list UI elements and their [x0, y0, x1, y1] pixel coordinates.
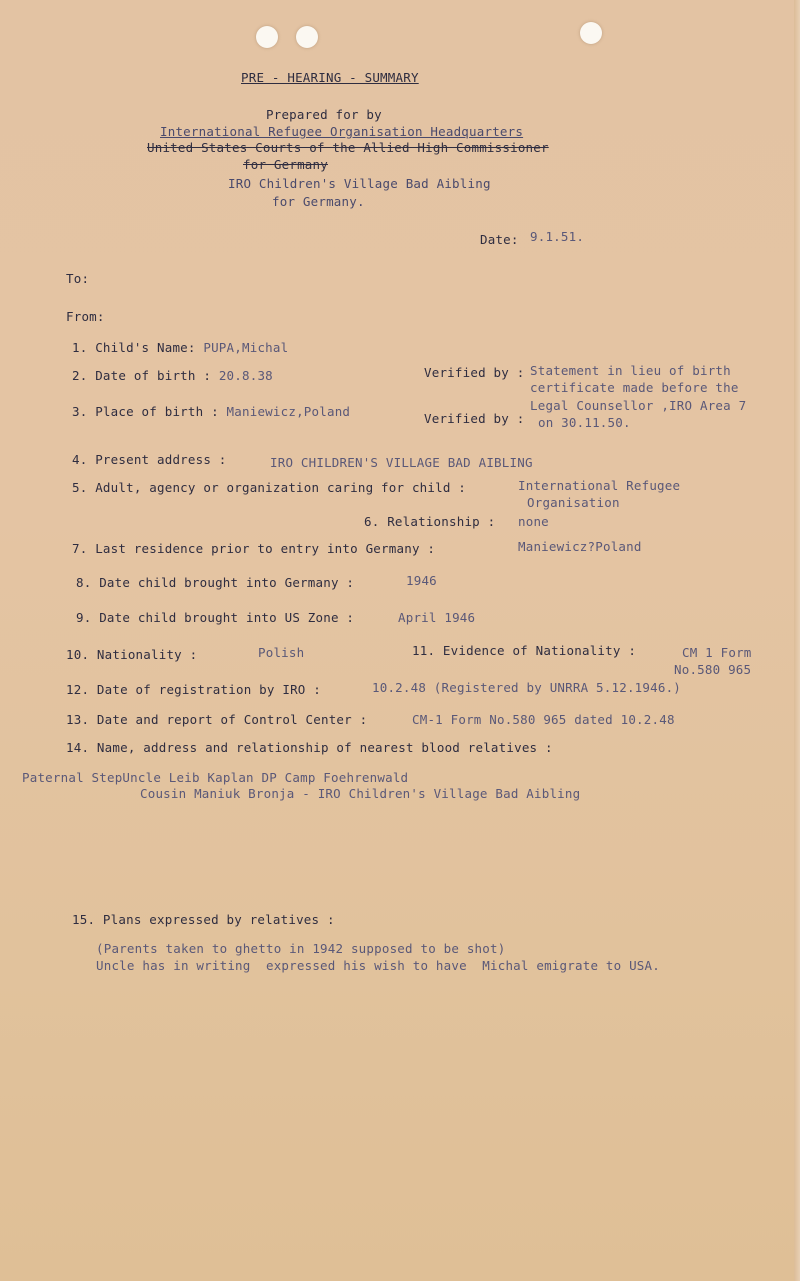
field-10: 10. Nationality :: [66, 647, 198, 662]
org-line-4: IRO Children's Village Bad Aibling: [228, 176, 491, 191]
document-title: PRE - HEARING - SUMMARY: [241, 70, 419, 85]
birthplace-value: Maniewicz,Poland: [226, 404, 351, 419]
field-1: 1. Child's Name: PUPA,Michal: [72, 340, 289, 355]
dob-value: 20.8.38: [218, 368, 273, 383]
org-line-3-struck: for Germany: [243, 157, 328, 172]
punch-hole-middle: [296, 26, 318, 48]
field-4: 4. Present address :: [72, 452, 227, 467]
date-into-us-zone-value: April 1946: [398, 610, 476, 625]
relative-1: Paternal StepUncle Leib Kaplan DP Camp Foehrenwald: [22, 770, 409, 785]
to-label: To:: [66, 271, 90, 286]
date-label: Date:: [480, 232, 519, 247]
field-13: 13. Date and report of Control Center :: [66, 712, 368, 727]
relationship-value: none: [518, 514, 549, 529]
caring-agency-value-2: Organisation: [527, 495, 620, 510]
field-5: 5. Adult, agency or organization caring for child :: [72, 480, 467, 495]
field-7: 7. Last residence prior to entry into Germany :: [72, 541, 436, 556]
org-line-1: International Refugee Organisation Headquarters: [160, 124, 524, 139]
field-14: 14. Name, address and relationship of nearest blood relatives :: [66, 740, 553, 755]
org-line-5: for Germany.: [272, 194, 365, 209]
field-2: 2. Date of birth : 20.8.38: [72, 368, 273, 383]
nationality-value: Polish: [258, 645, 305, 660]
date-value: 9.1.51.: [530, 229, 585, 244]
field-9: 9. Date child brought into US Zone :: [76, 610, 355, 625]
date-into-germany-value: 1946: [406, 573, 437, 588]
caring-agency-value: International Refugee: [518, 478, 681, 493]
verified-by-label-2: Verified by :: [424, 411, 525, 426]
from-label: From:: [66, 309, 105, 324]
prepared-for-by: Prepared for by: [266, 107, 382, 122]
registration-date-value: 10.2.48 (Registered by UNRRA 5.12.1946.): [372, 680, 682, 695]
punch-hole-right: [580, 22, 602, 44]
plans-line-2: Uncle has in writing expressed his wish to have Michal emigrate to USA.: [96, 958, 660, 973]
verified-by-text-4: on 30.11.50.: [538, 415, 631, 430]
plans-line-1: (Parents taken to ghetto in 1942 supposed to be shot): [96, 941, 506, 956]
field-3: 3. Place of birth : Maniewicz,Poland: [72, 404, 351, 419]
relative-2: Cousin Maniuk Bronja - IRO Children's Village Bad Aibling: [140, 786, 581, 801]
org-line-2-struck: United States Courts of the Allied High Commissioner: [147, 140, 549, 155]
field-15: 15. Plans expressed by relatives :: [72, 912, 335, 927]
verified-by-text-1: Statement in lieu of birth: [530, 363, 731, 378]
present-address-value: IRO CHILDREN'S VILLAGE BAD AIBLING: [270, 455, 533, 470]
last-residence-value: Maniewicz?Poland: [518, 539, 642, 554]
verified-by-label-1: Verified by :: [424, 365, 525, 380]
verified-by-text-3: Legal Counsellor ,IRO Area 7: [530, 398, 747, 413]
field-6: 6. Relationship :: [364, 514, 496, 529]
field-8: 8. Date child brought into Germany :: [76, 575, 355, 590]
verified-by-text-2: certificate made before the: [530, 380, 739, 395]
nationality-evidence-value: CM 1 Form: [682, 645, 752, 660]
paper-edge: [794, 0, 800, 1281]
child-name-value: PUPA,Michal: [203, 340, 289, 355]
field-11: 11. Evidence of Nationality :: [412, 643, 637, 658]
control-center-value: CM-1 Form No.580 965 dated 10.2.48: [412, 712, 675, 727]
punch-hole-left: [256, 26, 278, 48]
nationality-evidence-value-2: No.580 965: [674, 662, 752, 677]
field-12: 12. Date of registration by IRO :: [66, 682, 321, 697]
